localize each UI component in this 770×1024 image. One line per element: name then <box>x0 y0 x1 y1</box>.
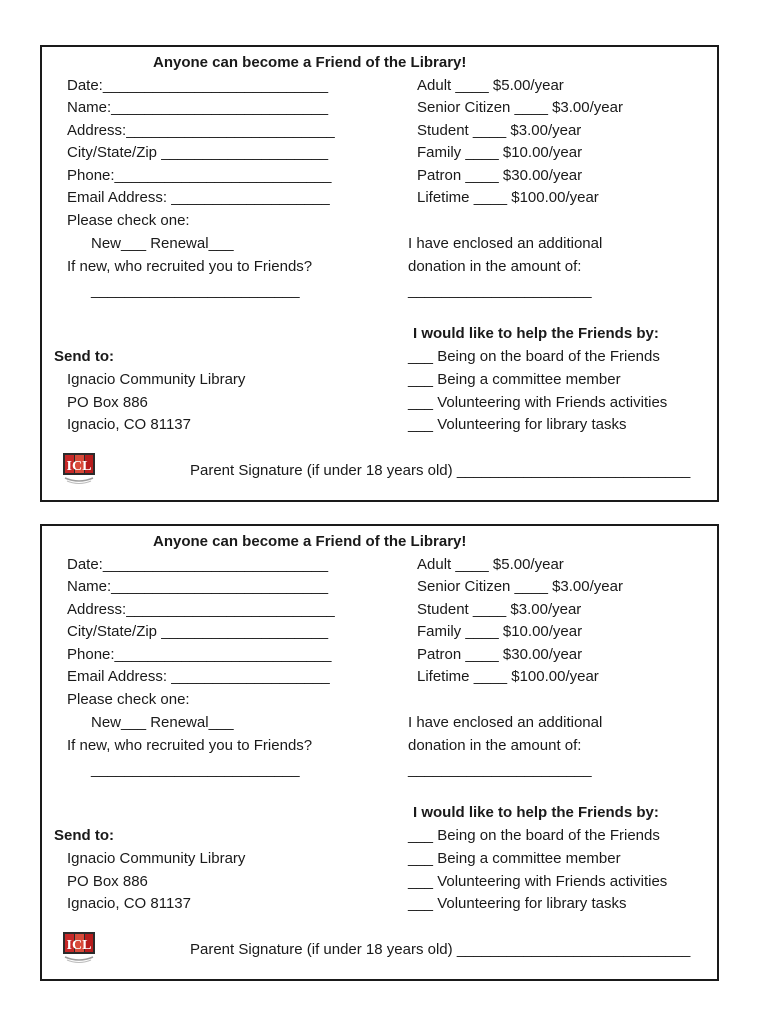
donation-text-2: donation in the amount of: <box>408 258 582 275</box>
phone-field[interactable]: Phone:__________________________ <box>67 167 332 184</box>
name-field[interactable]: Name:__________________________ <box>67 578 329 595</box>
donation-text-1: I have enclosed an additional <box>408 235 603 252</box>
rate-patron[interactable]: Patron ____ $30.00/year <box>417 646 583 663</box>
send-to-line-2: PO Box 886 <box>67 394 148 411</box>
rate-student[interactable]: Student ____ $3.00/year <box>417 601 582 618</box>
new-renewal-options[interactable]: New___ Renewal___ <box>91 235 234 252</box>
svg-text:ICL: ICL <box>66 459 92 474</box>
help-option-friends-activities[interactable]: ___ Volunteering with Friends activities <box>408 873 668 890</box>
rate-senior[interactable]: Senior Citizen ____ $3.00/year <box>417 99 623 116</box>
form-title: Anyone can become a Friend of the Library! <box>153 54 467 71</box>
help-heading: I would like to help the Friends by: <box>413 325 659 342</box>
rate-adult[interactable]: Adult ____ $5.00/year <box>417 77 564 94</box>
send-to-line-1: Ignacio Community Library <box>67 850 246 867</box>
email-field[interactable]: Email Address: ___________________ <box>67 189 330 206</box>
parent-signature-field[interactable]: Parent Signature (if under 18 years old) ____________________________ <box>190 941 691 958</box>
rate-adult[interactable]: Adult ____ $5.00/year <box>417 556 564 573</box>
check-one-label: Please check one: <box>67 691 190 708</box>
date-field[interactable]: Date:___________________________ <box>67 556 329 573</box>
help-option-committee[interactable]: ___ Being a committee member <box>408 371 621 388</box>
name-field[interactable]: Name:__________________________ <box>67 99 329 116</box>
svg-text:ICL: ICL <box>66 938 92 953</box>
city-state-zip-field[interactable]: City/State/Zip ____________________ <box>67 623 329 640</box>
help-option-board[interactable]: ___ Being on the board of the Friends <box>408 348 660 365</box>
rate-lifetime[interactable]: Lifetime ____ $100.00/year <box>417 668 599 685</box>
help-option-library-tasks[interactable]: ___ Volunteering for library tasks <box>408 416 627 433</box>
date-field[interactable]: Date:___________________________ <box>67 77 329 94</box>
parent-signature-field[interactable]: Parent Signature (if under 18 years old) ____________________________ <box>190 462 691 479</box>
email-field[interactable]: Email Address: ___________________ <box>67 668 330 685</box>
help-heading: I would like to help the Friends by: <box>413 804 659 821</box>
membership-form-2 <box>40 524 719 981</box>
rate-student[interactable]: Student ____ $3.00/year <box>417 122 582 139</box>
help-option-library-tasks[interactable]: ___ Volunteering for library tasks <box>408 895 627 912</box>
help-option-board[interactable]: ___ Being on the board of the Friends <box>408 827 660 844</box>
rate-lifetime[interactable]: Lifetime ____ $100.00/year <box>417 189 599 206</box>
phone-field[interactable]: Phone:__________________________ <box>67 646 332 663</box>
membership-form-1 <box>40 45 719 502</box>
rate-family[interactable]: Family ____ $10.00/year <box>417 623 583 640</box>
address-field[interactable]: Address:_________________________ <box>67 122 335 139</box>
rate-family[interactable]: Family ____ $10.00/year <box>417 144 583 161</box>
donation-amount-field[interactable]: ______________________ <box>408 761 592 778</box>
send-to-label: Send to: <box>54 827 114 844</box>
send-to-label: Send to: <box>54 348 114 365</box>
recruited-field[interactable]: _________________________ <box>91 761 300 778</box>
library-logo-icon <box>61 929 97 965</box>
recruited-label: If new, who recruited you to Friends? <box>67 258 313 275</box>
recruited-field[interactable]: _________________________ <box>91 282 300 299</box>
help-option-friends-activities[interactable]: ___ Volunteering with Friends activities <box>408 394 668 411</box>
send-to-line-1: Ignacio Community Library <box>67 371 246 388</box>
address-field[interactable]: Address:_________________________ <box>67 601 335 618</box>
city-state-zip-field[interactable]: City/State/Zip ____________________ <box>67 144 329 161</box>
help-option-committee[interactable]: ___ Being a committee member <box>408 850 621 867</box>
library-logo-icon <box>61 450 97 486</box>
send-to-line-3: Ignacio, CO 81137 <box>67 895 191 912</box>
donation-amount-field[interactable]: ______________________ <box>408 282 592 299</box>
send-to-line-2: PO Box 886 <box>67 873 148 890</box>
new-renewal-options[interactable]: New___ Renewal___ <box>91 714 234 731</box>
donation-text-2: donation in the amount of: <box>408 737 582 754</box>
recruited-label: If new, who recruited you to Friends? <box>67 737 313 754</box>
donation-text-1: I have enclosed an additional <box>408 714 603 731</box>
check-one-label: Please check one: <box>67 212 190 229</box>
form-title: Anyone can become a Friend of the Library! <box>153 533 467 550</box>
send-to-line-3: Ignacio, CO 81137 <box>67 416 191 433</box>
rate-senior[interactable]: Senior Citizen ____ $3.00/year <box>417 578 623 595</box>
rate-patron[interactable]: Patron ____ $30.00/year <box>417 167 583 184</box>
